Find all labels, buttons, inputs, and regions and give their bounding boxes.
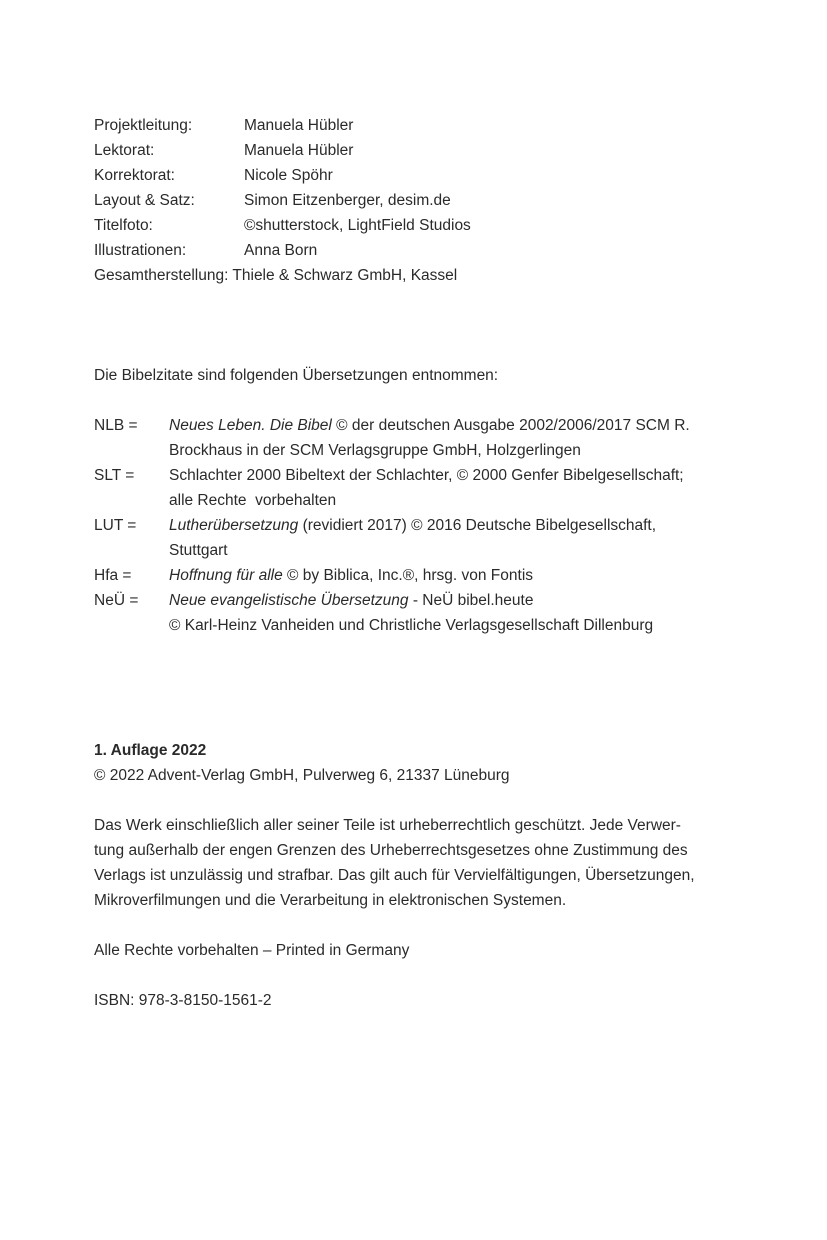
credit-label: Illustrationen: bbox=[94, 242, 187, 259]
credit-row-cover-photo bbox=[94, 213, 744, 238]
copyright-paragraph bbox=[94, 813, 744, 913]
translation-row-slt bbox=[94, 463, 744, 513]
translation-title: Neues Leben. Die Bibel bbox=[169, 417, 332, 434]
credit-value: Anna Born bbox=[244, 242, 318, 259]
credit-value: Manuela Hübler bbox=[244, 142, 354, 159]
translation-description bbox=[169, 513, 744, 563]
imprint-section bbox=[94, 738, 744, 1013]
credit-label: Titelfoto: bbox=[94, 217, 153, 234]
translation-text: © der deutschen Ausgabe 2002/2006/2017 SCM R. bbox=[331, 417, 690, 434]
bible-intro-text: Die Bibelzitate sind folgenden Übersetzungen entnommen: bbox=[94, 367, 499, 384]
copyright-line: Verlags ist unzulässig und strafbar. Das gilt auch für Vervielfältigungen, Übersetzungen, bbox=[94, 867, 695, 884]
translation-abbr: LUT = bbox=[94, 517, 137, 534]
translation-text: Schlachter 2000 Bibeltext der Schlachter, © 2000 Genfer Bibelgesellschaft; bbox=[169, 467, 684, 484]
credit-value: Manuela Hübler bbox=[244, 117, 354, 134]
translation-title: Lutherübersetzung bbox=[169, 517, 299, 534]
copyright-line: Mikroverfilmungen und die Verarbeitung in elektronischen Systemen. bbox=[94, 892, 567, 909]
credit-row-illustrations bbox=[94, 238, 744, 263]
translation-text: alle Rechte vorbehalten bbox=[169, 492, 337, 509]
translation-abbr: Hfa = bbox=[94, 567, 132, 584]
spacer bbox=[94, 788, 744, 813]
translation-text: - NeÜ bibel.heute bbox=[408, 592, 534, 609]
isbn-line: ISBN: 978-3-8150-1561-2 bbox=[94, 992, 272, 1009]
credit-value: Simon Eitzenberger, desim.de bbox=[244, 192, 451, 209]
translation-text: Brockhaus in der SCM Verlagsgruppe GmbH, Holzgerlingen bbox=[169, 442, 581, 459]
credit-row-layout bbox=[94, 188, 744, 213]
spacer bbox=[94, 963, 744, 988]
credit-row-project-lead bbox=[94, 113, 744, 138]
translation-row-nlb bbox=[94, 413, 744, 463]
credit-label: Projektleitung: bbox=[94, 117, 193, 134]
credit-row-proofreading bbox=[94, 163, 744, 188]
translation-description bbox=[169, 413, 744, 463]
credit-label: Layout & Satz: bbox=[94, 192, 195, 209]
copyright-line: tung außerhalb der engen Grenzen des Urheberrechtsgesetzes ohne Zustimmung des bbox=[94, 842, 688, 859]
edition-heading: 1. Auflage 2022 bbox=[94, 742, 207, 759]
credit-label: Korrektorat: bbox=[94, 167, 175, 184]
publisher-line: © 2022 Advent-Verlag GmbH, Pulverweg 6, 21337 Lüneburg bbox=[94, 767, 510, 784]
copyright-line: Das Werk einschließlich aller seiner Teile ist urheberrechtlich geschützt. Jede Verwer- bbox=[94, 817, 681, 834]
translation-row-lut bbox=[94, 513, 744, 563]
credit-row-editing bbox=[94, 138, 744, 163]
spacer bbox=[94, 913, 744, 938]
translation-title: Neue evangelistische Übersetzung bbox=[169, 592, 409, 609]
credit-value: ©shutterstock, LightField Studios bbox=[244, 217, 471, 234]
credit-value: Nicole Spöhr bbox=[244, 167, 333, 184]
translation-row-hfa bbox=[94, 563, 744, 588]
bible-translations-section bbox=[94, 363, 744, 638]
rights-line: Alle Rechte vorbehalten – Printed in Germany bbox=[94, 942, 410, 959]
translation-text: © by Biblica, Inc.®, hrsg. von Fontis bbox=[282, 567, 534, 584]
credit-label: Gesamtherstellung: bbox=[94, 267, 229, 284]
translation-text: Stuttgart bbox=[169, 542, 228, 559]
translation-row-neu bbox=[94, 588, 744, 638]
translation-text: © Karl-Heinz Vanheiden und Christliche Verlagsgesellschaft Dillenburg bbox=[169, 617, 654, 634]
translation-abbr: NeÜ = bbox=[94, 592, 139, 609]
translation-title: Hoffnung für alle bbox=[169, 567, 283, 584]
translation-abbr: SLT = bbox=[94, 467, 135, 484]
credit-label: Lektorat: bbox=[94, 142, 155, 159]
credits-list bbox=[94, 113, 744, 288]
translation-text: (revidiert 2017) © 2016 Deutsche Bibelgesellschaft, bbox=[298, 517, 657, 534]
translation-description bbox=[169, 563, 744, 588]
translation-description bbox=[169, 588, 744, 638]
translation-abbr: NLB = bbox=[94, 417, 138, 434]
translation-description bbox=[169, 463, 744, 513]
credit-row-production bbox=[94, 263, 744, 288]
credit-value: Thiele & Schwarz GmbH, Kassel bbox=[232, 267, 458, 284]
